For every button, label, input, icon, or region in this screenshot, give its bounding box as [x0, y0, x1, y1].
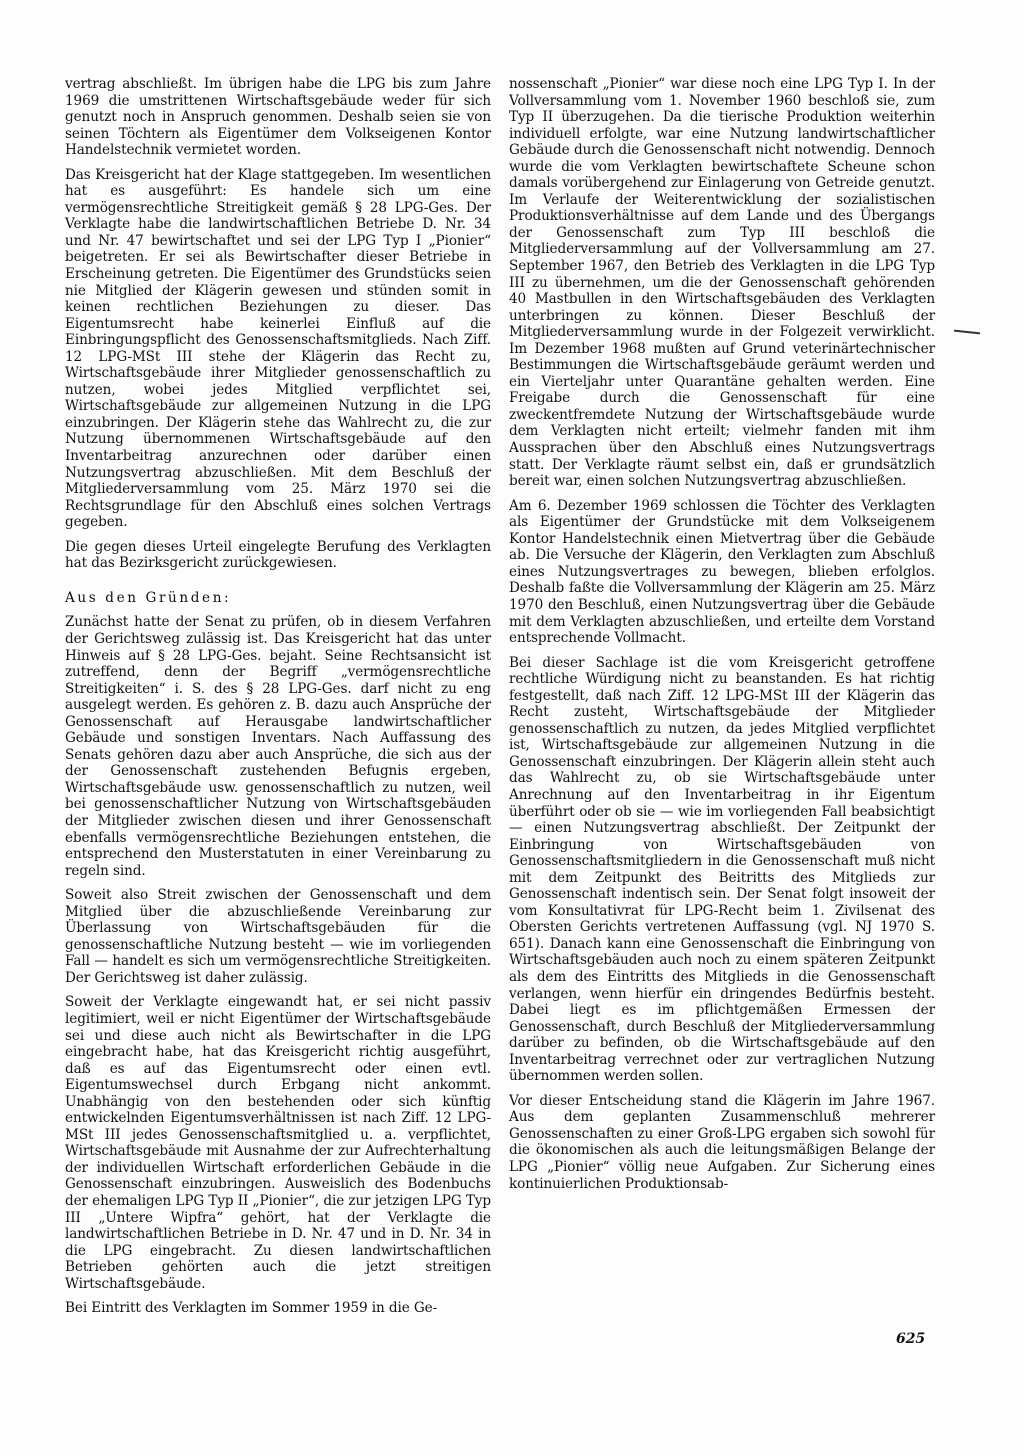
- paragraph: Die gegen dieses Urteil eingelegte Berufung des Verklagten hat das Bezirksgericht zurückgewiesen.: [65, 538, 491, 572]
- paragraph: vertrag abschließt. Im übrigen habe die LPG bis zum Jahre 1969 die umstrittenen Wirtschaftsgebäude weder für sich genutzt noch in Anspruch genommen. Deshalb seien sie von seinen Töchtern als Eigentümer dem Volkseigenen Kontor Handelstechnik vermietet worden.: [65, 76, 491, 159]
- paragraph: Bei Eintritt des Verklagten im Sommer 1959 in die Ge-: [65, 1300, 438, 1317]
- margin-mark: [954, 330, 980, 335]
- paragraph: Soweit der Verklagte eingewandt hat, er sei nicht passiv legitimiert, weil er nicht Eigentümer der Wirtschaftsgebäude sei und diese auch nicht als Bewirtschafter in die LPG eingebracht habe, hat das Kreisgericht richtig ausgeführt, daß es auf das Eigentumsrecht oder einen evtl. Eigentumswechsel durch Erbgang nicht ankommt. Unabhängig von den bestehenden oder sich künftig entwickelnden Eigentumsverhältnissen ist nach Ziff. 12 LPG-MSt III jedes Genossenschaftsmitglied u. a. verpflichtet, Wirtschaftsgebäude mit Ausnahme der zur Aufrechterhaltung der individuellen Wirtschaft erforderlichen Gebäude in die Genossenschaft einzubringen. Ausweislich des Bodenbuchs der ehemaligen LPG Typ II „Pionier“, die zur jetzigen LPG Typ III „Untere Wipfra“ gehört, hat der Verklagte die landwirtschaftlichen Betriebe in D. Nr. 47 und in D. Nr. 34 in die LPG eingebracht. Zu diesen landwirtschaftlichen Betrieben gehörten auch die jetzt streitigen Wirtschaftsgebäude.: [65, 994, 491, 1292]
- left-column: [65, 76, 491, 1325]
- paragraph: Das Kreisgericht hat der Klage stattgegeben. Im wesentlichen hat es ausgeführt: Es handele sich um eine vermögensrechtliche Streitigkeit gemäß § 28 LPG-Ges. Der Verklagte habe die landwirtschaftlichen Betriebe D. Nr. 34 und Nr. 47 bewirtschaftet und sei der LPG Typ I „Pionier“ beigetreten. Er sei als Bewirtschafter dieser Betriebe in Erscheinung getreten. Die Eigentümer des Grundstücks seien nie Mitglied der Klägerin gewesen und stünden somit in keinen rechtlichen Beziehungen zu dieser. Das Eigentumsrecht habe keinerlei Einfluß auf die Einbringungspflicht des Genossenschaftsmitglieds. Nach Ziff. 12 LPG-MSt III stehe der Klägerin das Recht zu, Wirtschaftsgebäude ihrer Mitglieder genossenschaftlich zu nutzen, wobei jedes Mitglied verpflichtet sei, Wirtschaftsgebäude zur allgemeinen Nutzung in die LPG einzubringen. Der Klägerin stehe das Wahlrecht zu, die zur Nutzung übernommenen Wirtschaftsgebäude auf den Inventarbeitrag anzurechnen oder darüber einen Nutzungsvertrag abzuschließen. Mit dem Beschluß der Mitgliederversammlung vom 25. März 1970 sei die Rechtsgrundlage für den Abschluß eines solchen Vertrags gegeben.: [65, 166, 491, 531]
- section-heading: Aus den Gründen:: [65, 589, 232, 606]
- page-number: 625: [896, 1331, 926, 1347]
- paragraph: Vor dieser Entscheidung stand die Klägerin im Jahre 1967. Aus dem geplanten Zusammenschluß mehrerer Genossenschaften zu einer Groß-LPG ergaben sich sowohl für die ökonomischen als auch die leitungsmäßigen Belange der LPG „Pionier“ völlig neue Aufgaben. Zur Sicherung eines kontinuierlichen Produktionsab-: [509, 1092, 935, 1192]
- paragraph: Bei dieser Sachlage ist die vom Kreisgericht getroffene rechtliche Würdigung nicht zu beanstanden. Es hat richtig festgestellt, daß nach Ziff. 12 LPG-MSt III der Klägerin das Recht zusteht, Wirtschaftsgebäude der Mitglieder genossenschaftlich zu nutzen, da jedes Mitglied verpflichtet ist, Wirtschaftsgebäude zur allgemeinen Nutzung in die Genossenschaft einzubringen. Der Klägerin allein steht auch das Wahlrecht zu, ob sie Wirtschaftsgebäude unter Anrechnung auf den Inventarbeitrag in ihr Eigentum überführt oder ob sie — wie im vorliegenden Fall beabsichtigt — einen Nutzungsvertrag abschließt. Der Zeitpunkt der Einbringung von Wirtschaftsgebäuden von Genossenschaftsmitgliedern in die Genossenschaft muß nicht mit dem Zeitpunkt des Beitritts des Mitglieds zur Genossenschaft indentisch sein. Der Senat folgt insoweit der vom Konsultativrat für LPG-Recht beim 1. Zivilsenat des Obersten Gerichts vertretenen Auffassung (vgl. NJ 1970 S. 651). Danach kann eine Genossenschaft die Einbringung von Wirtschaftsgebäuden auch noch zu einem späteren Zeitpunkt als dem des Eintritts des Mitglieds in die Genossenschaft verlangen, wenn hierfür ein dringendes Bedürfnis besteht. Dabei liegt es im pflichtgemäßen Ermessen der Genossenschaft, durch Beschluß der Mitgliederversammlung darüber zu befinden, ob die Wirtschaftsgebäude auf den Inventarbeitrag verrechnet oder zur vertraglichen Nutzung übernommen werden sollen.: [509, 654, 935, 1085]
- paragraph: Zunächst hatte der Senat zu prüfen, ob in diesem Verfahren der Gerichtsweg zulässig ist. Das Kreisgericht hat das unter Hinweis auf § 28 LPG-Ges. bejaht. Seine Rechtsansicht ist zutreffend, denn der Begriff „vermögensrechtliche Streitigkeiten“ i. S. des § 28 LPG-Ges. darf nicht zu eng ausgelegt werden. Es gehören z. B. dazu auch Ansprüche der Genossenschaft auf Herausgabe landwirtschaftlicher Gebäude und sonstigen Inventars. Nach Auffassung des Senats gehören dazu aber auch Ansprüche, die sich aus der der Genossenschaft zustehenden Befugnis ergeben, Wirtschaftsgebäude usw. genossenschaftlich zu nutzen, weil bei genossenschaftlicher Nutzung von Wirtschaftsgebäuden der Mitglieder zwischen diesen und ihrer Genossenschaft ebenfalls vermögensrechtliche Beziehungen entstehen, die entsprechend den Musterstatuten in einer Vereinbarung zu regeln sind.: [65, 614, 491, 879]
- paragraph: Soweit also Streit zwischen der Genossenschaft und dem Mitglied über die abzuschließende Vereinbarung zur Überlassung von Wirtschaftsgebäuden für die genossenschaftliche Nutzung besteht — wie im vorliegenden Fall — handelt es sich um vermögensrechtliche Streitigkeiten. Der Gerichtsweg ist daher zulässig.: [65, 887, 491, 986]
- right-column: [509, 76, 935, 1200]
- paragraph: Am 6. Dezember 1969 schlossen die Töchter des Verklagten als Eigentümer der Grundstücke mit dem Volkseigenem Kontor Handelstechnik einen Mietvertrag über die Gebäude ab. Die Versuche der Klägerin, den Verklagten zum Abschluß eines Nutzungsvertrages zu bewegen, blieben erfolglos. Deshalb faßte die Vollversammlung der Klägerin am 25. März 1970 den Beschluß, einen Nutzungsvertrag über die Gebäude mit dem Verklagten abzuschließen, und erteilte dem Vorstand entsprechende Vollmacht.: [509, 497, 935, 647]
- paragraph: nossenschaft „Pionier“ war diese noch eine LPG Typ I. In der Vollversammlung vom 1. November 1960 beschloß sie, zum Typ II überzugehen. Da die tierische Produktion weiterhin individuell erfolgte, war eine Nutzung landwirtschaftlicher Gebäude durch die Genossenschaft nicht notwendig. Dennoch wurde die vom Verklagten bewirtschaftete Scheune schon damals vorübergehend zur Einlagerung von Getreide genutzt. Im Verlaufe der Weiterentwicklung der sozialistischen Produktionsverhältnisse auf dem Lande und des Übergangs der Genossenschaft zum Typ III beschloß die Mitgliederversammlung auf der Vollversammlung am 27. September 1967, den Betrieb des Verklagten in die LPG Typ III zu übernehmen, um die der Genossenschaft gehörenden 40 Mastbullen in den Wirtschaftsgebäuden des Verklagten unterbringen zu können. Dieser Beschluß der Mitgliederversammlung wurde in der Folgezeit verwirklicht. Im Dezember 1968 mußten auf Grund veterinärtechnischer Bestimmungen die Wirtschaftsgebäude geräumt werden und ein Vierteljahr unter Quarantäne gehalten werden. Eine Freigabe durch die Genossenschaft für eine zweckentfremdete Nutzung der Wirtschaftsgebäude wurde dem Verklagten nicht erteilt; vielmehr fanden mit ihm Aussprachen über den Abschluß eines Nutzungsvertrags statt. Der Verklagte räumt selbst ein, daß er grundsätzlich bereit war, einen solchen Nutzungsvertrag abzuschließen.: [509, 76, 935, 490]
